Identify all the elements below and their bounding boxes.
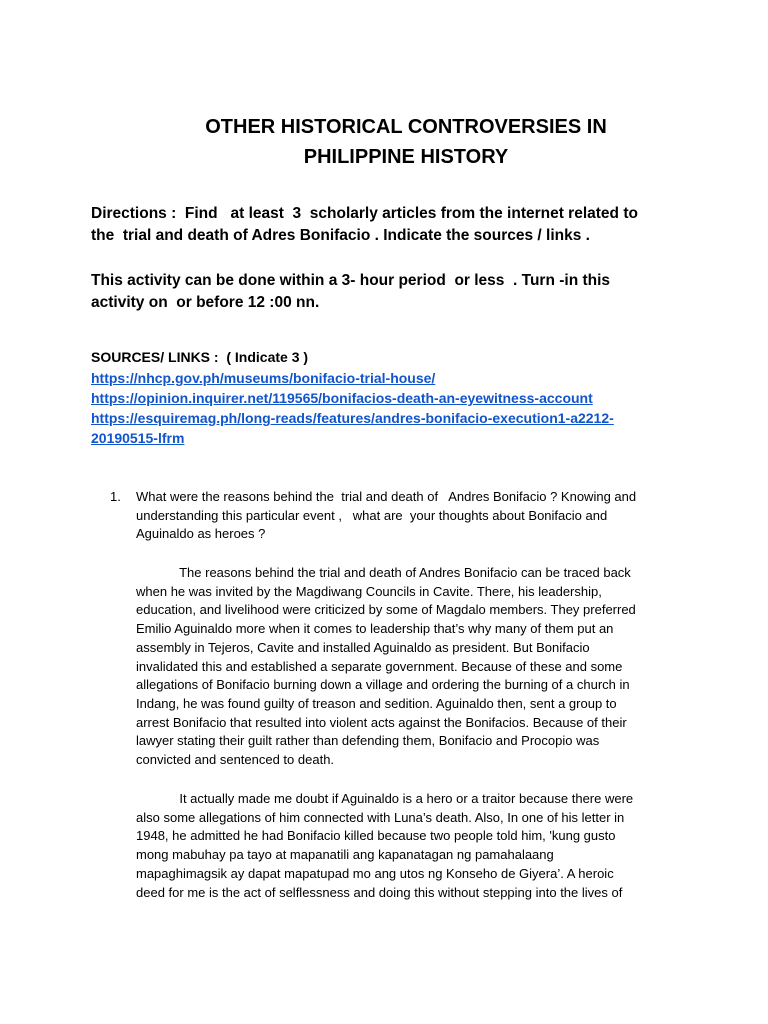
- page-title: [0, 112, 768, 172]
- activity-line-2: activity on or before 12 :00 nn.: [91, 294, 320, 311]
- answer-line: lawyer stating their guilt rather than defending them, Bonifacio and Procopio was: [136, 733, 600, 749]
- answer-line: It actually made me doubt if Aguinaldo is a hero or a traitor because there were: [136, 791, 634, 806]
- answer-line: convicted and sentenced to death.: [136, 752, 335, 768]
- question-line: understanding this particular event , what are your thoughts about Bonifacio and: [136, 507, 608, 523]
- question-1: [110, 488, 680, 544]
- answer-line: also some allegations of him connected with Luna’s death. Also, In one of his letter in: [136, 809, 625, 825]
- source-link-esquire-continued[interactable]: 20190515-lfrm: [91, 430, 185, 446]
- question-line: What were the reasons behind the trial and death of Andres Bonifacio ? Knowing and: [136, 489, 637, 504]
- directions-line-1: Directions : Find at least 3 scholarly articles from the internet related to: [91, 205, 638, 222]
- answer-line: deed for me is the act of selflessness and doing this without stepping into the lives of: [136, 884, 623, 900]
- answer-line: The reasons behind the trial and death of Andres Bonifacio can be traced back: [136, 565, 631, 580]
- source-link-esquire[interactable]: https://esquiremag.ph/long-reads/features/andres-bonifacio-execution1-a2212-: [91, 410, 614, 426]
- answer-line: arrest Bonifacio that resulted into violent acts against the Bonifacios. Because of their: [136, 714, 627, 730]
- directions-text: [91, 203, 671, 247]
- answer-line: assembly in Tejeros, Cavite and installed Aguinaldo as president. But Bonifacio: [136, 639, 590, 655]
- answer-line: mong mabuhay pa tayo at mapanatili ang kapanatagan ng pamahalaang: [136, 847, 554, 863]
- answer-line: allegations of Bonifacio burning down a village and ordering the burning of a church in: [136, 677, 630, 693]
- directions-line-2: the trial and death of Adres Bonifacio . Indicate the sources / links .: [91, 227, 590, 244]
- activity-deadline-text: [91, 270, 671, 314]
- title-line-2: PHILIPPINE HISTORY: [303, 146, 509, 168]
- sources-heading: SOURCES/ LINKS : ( Indicate 3 ): [91, 349, 309, 365]
- answer-line: education, and livelihood were criticized by some of Magdalo members. They preferred: [136, 602, 636, 618]
- answer-line: Emilio Aguinaldo more when it comes to leadership that’s why many of them put an: [136, 621, 614, 637]
- answer-line: mapaghimagsik ay dapat mapatupad mo ang utos ng Konseho de Giyera’. A heroic: [136, 865, 614, 881]
- question-text: [136, 488, 680, 544]
- activity-line-1: This activity can be done within a 3- hour period or less . Turn -in this: [91, 272, 611, 289]
- answer-line: Indang, he was found guilty of treason and sedition. Aguinaldo then, sent a group to: [136, 695, 617, 711]
- question-line: Aguinaldo as heroes ?: [136, 526, 266, 541]
- answer-line: invalidated this and established a separate government. Because of these and some: [136, 658, 623, 674]
- source-link-inquirer[interactable]: https://opinion.inquirer.net/119565/bonifacios-death-an-eyewitness-account: [91, 390, 593, 406]
- source-link-nhcp[interactable]: https://nhcp.gov.ph/museums/bonifacio-trial-house/: [91, 370, 436, 386]
- answer-paragraph-1: [136, 564, 686, 770]
- title-line-1: OTHER HISTORICAL CONTROVERSIES IN: [205, 116, 607, 138]
- answer-paragraph-2: [136, 790, 686, 902]
- question-number: 1.: [110, 489, 121, 504]
- answer-line: 1948, he admitted he had Bonifacio killed because two people told him, 'kung gusto: [136, 828, 616, 844]
- answer-line: when he was invited by the Magdiwang Councils in Cavite. There, his leadership,: [136, 583, 602, 599]
- sources-links: [91, 368, 681, 448]
